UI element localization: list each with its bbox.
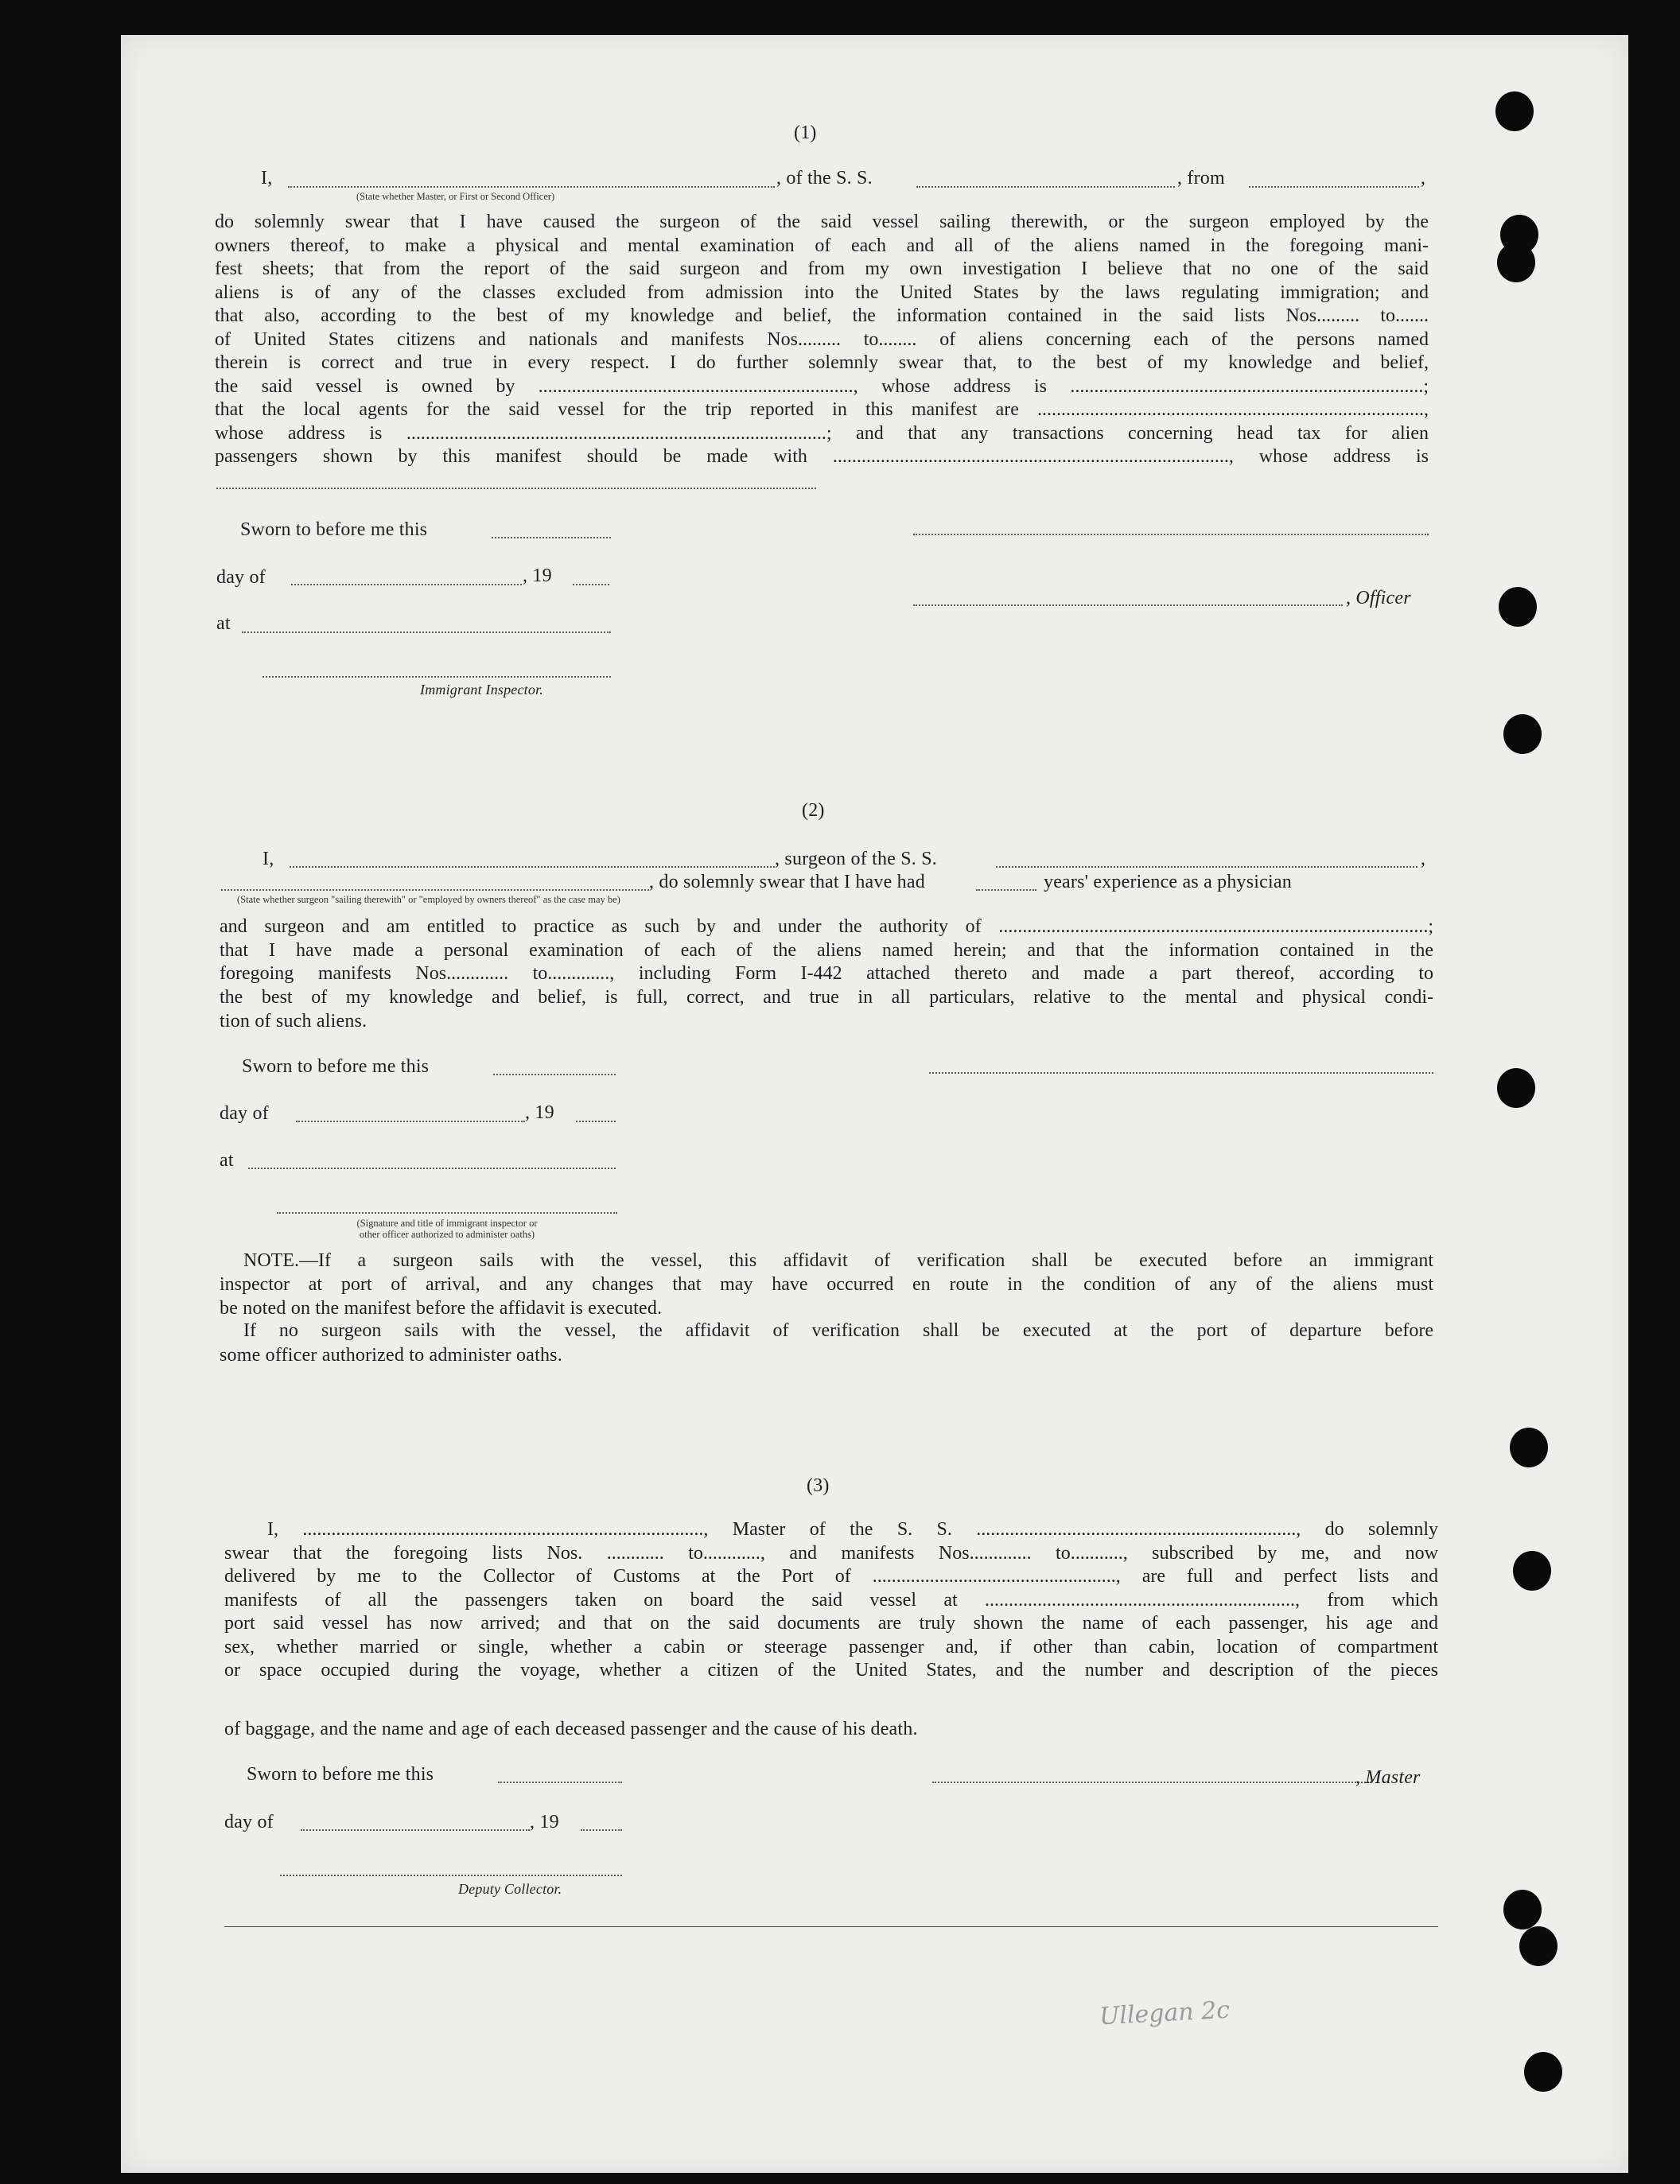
section-2-opening: I, [262, 849, 274, 869]
note-label: NOTE [243, 1250, 294, 1271]
punch-hole [1497, 243, 1535, 282]
collector-label: Deputy Collector. [458, 1881, 562, 1897]
bottom-rule [224, 1926, 1438, 1927]
day-of-blank[interactable] [291, 584, 522, 585]
day-of-label: day of [220, 1103, 269, 1124]
year-blank[interactable] [576, 1121, 616, 1122]
day-of-blank[interactable] [301, 1829, 530, 1831]
oath-line: port said vessel has now arrived; and that on the said documents are truly shown the name of each passenger, his age and [224, 1613, 1438, 1634]
agent-address-blank[interactable] [216, 488, 816, 489]
section-3-oath-body [224, 1518, 1438, 1683]
experience-label: years' experience as a physician [1044, 872, 1292, 892]
day-of-label: day of [216, 567, 266, 588]
year-label: , 19 [525, 1102, 554, 1123]
punch-hole [1503, 714, 1542, 754]
day-of-label: day of [224, 1812, 274, 1832]
oath-line: delivered by me to the Collector of Customs at the Port of ..................................................., are full and perfect lists and [224, 1566, 1438, 1587]
oath-line: passengers shown by this manifest should be made with ..................................................................................., whose address is [215, 446, 1429, 467]
section-2-number: (2) [802, 800, 825, 821]
punch-hole [1510, 1428, 1548, 1467]
oath-line: and surgeon and am entitled to practice as such by and under the authority of ..........................................................................................; [220, 916, 1433, 937]
oath-line: fest sheets; that from the report of the said surgeon and from my own investigation I believe that no one of the said [215, 258, 1429, 279]
surgeon-name-blank[interactable] [290, 866, 775, 868]
master-signature-blank[interactable] [932, 1782, 1371, 1783]
section-3-number: (3) [807, 1475, 830, 1496]
oath-line: foregoing manifests Nos............. to............., including Form I-442 attached thereto and made a part thereof, according to [220, 963, 1433, 984]
from-label: , from [1177, 168, 1225, 188]
punch-hole [1497, 1068, 1535, 1108]
sworn-date-blank[interactable] [492, 537, 611, 538]
signature-caption-line: other officer authorized to administer oaths) [359, 1229, 535, 1240]
at-label: at [216, 613, 231, 634]
section-1-opening: I, [261, 168, 273, 188]
at-label: at [220, 1150, 234, 1171]
sworn-date-blank[interactable] [493, 1074, 616, 1075]
punch-hole [1519, 1926, 1558, 1966]
collector-signature-blank[interactable] [280, 1875, 622, 1876]
line-end-comma: , [1421, 168, 1426, 188]
note-line: inspector at port of arrival, and any changes that may have occurred en route in the condition of any of the aliens must [220, 1273, 1433, 1295]
surgeon-type-blank[interactable] [221, 889, 649, 891]
sworn-date-blank[interactable] [498, 1782, 622, 1783]
note-2-line: If no surgeon sails with the vessel, the affidavit of verification shall be executed at the port of departure before [243, 1320, 1433, 1341]
oath-line: the said vessel is owned by .................................................................., whose address is ..........................................................................; [215, 375, 1429, 397]
note-2-paragraph [243, 1319, 1433, 1343]
oath-line: do solemnly swear that I have caused the surgeon of the said vessel sailing therewith, or the surgeon employed by the [215, 212, 1429, 232]
officer-label: , Officer [1346, 588, 1411, 608]
sworn-label: Sworn to before me this [240, 519, 428, 540]
oath-line: owners thereof, to make a physical and mental examination of each and all of the aliens named in the foregoing mani- [215, 235, 1429, 256]
oath-line: aliens is of any of the classes excluded from admission into the United States by the laws regulating immigration; and [215, 282, 1429, 303]
at-place-blank[interactable] [248, 1168, 616, 1169]
oath-line: that I have made a personal examination of each of the aliens named herein; and that the information contained in the [220, 939, 1433, 961]
master-label: , Master [1355, 1767, 1421, 1788]
oath-last-line: tion of such aliens. [220, 1011, 368, 1032]
ship-name-blank[interactable] [916, 186, 1175, 188]
oath-line: whose address is ........................................................................................; and that any transactions concerning head tax for alien [215, 422, 1429, 444]
surgeon-ship-blank[interactable] [996, 866, 1418, 868]
year-blank[interactable] [573, 584, 609, 585]
pencil-annotation: Ullegan 2c [1099, 1996, 1231, 2031]
oath-line: swear that the foregoing lists Nos. ............ to............, and manifests Nos............. to..........., subscribed by me, and now [224, 1542, 1438, 1564]
year-blank[interactable] [581, 1829, 622, 1831]
inspector-label: Immigrant Inspector. [420, 682, 543, 698]
oath-last-line: of baggage, and the name and age of each deceased passenger and the cause of his death. [224, 1719, 918, 1739]
surgeon-oath-label: , do solemnly swear that I have had [649, 872, 925, 892]
punch-hole [1524, 2052, 1562, 2092]
officer-signature-top-blank[interactable] [913, 534, 1429, 535]
line-end-comma: , [1421, 849, 1426, 869]
oath-line: of United States citizens and nationals and manifests Nos......... to........ of aliens concerning each of the persons named [215, 328, 1429, 350]
punch-hole [1503, 1890, 1542, 1929]
oath-line: I, ...................................................................................., Master of the S. S. ..................................................................., do solemnly [267, 1519, 1438, 1540]
signature-caption [277, 1218, 617, 1240]
year-label: , 19 [530, 1812, 559, 1832]
oath-line: that also, according to the best of my knowledge and belief, the information contained in the said lists Nos......... to....... [215, 305, 1429, 326]
officer-signature-blank[interactable] [913, 604, 1343, 606]
surgeon-signature-blank[interactable] [929, 1072, 1433, 1074]
note-paragraph [220, 1249, 1433, 1296]
years-experience-blank[interactable] [976, 889, 1036, 891]
note-line-1 [220, 1249, 1433, 1273]
note-last-line: be noted on the manifest before the affidavit is executed. [220, 1298, 663, 1319]
sworn-label: Sworn to before me this [242, 1056, 430, 1077]
signature-caption-line: (Signature and title of immigrant inspector or [356, 1218, 538, 1229]
official-signature-blank[interactable] [277, 1212, 617, 1214]
sworn-label: Sworn to before me this [247, 1764, 434, 1785]
oath-line: or space occupied during the voyage, whether a citizen of the United States, and the number and description of the pieces [224, 1660, 1438, 1681]
punch-hole [1495, 91, 1534, 131]
master-name-blank[interactable] [288, 186, 775, 188]
oath-line: therein is correct and true in every respect. I do further solemnly swear that, to the best of my knowledge and belief, [215, 352, 1429, 373]
from-port-blank[interactable] [1249, 186, 1419, 188]
punch-hole [1499, 587, 1537, 627]
section-1-caption: (State whether Master, or First or Second Officer) [356, 191, 555, 202]
oath-line: the best of my knowledge and belief, is full, correct, and true in all particulars, relative to the mental and physical condi- [220, 986, 1433, 1008]
note-text: .—If a surgeon sails with the vessel, this affidavit of verification shall be executed before an immigrant [294, 1250, 1433, 1271]
section-1-oath-body [215, 211, 1429, 469]
day-of-blank[interactable] [296, 1121, 525, 1122]
year-label: , 19 [523, 565, 552, 586]
punch-hole [1513, 1551, 1551, 1591]
section-1-number: (1) [794, 122, 817, 143]
note-2-last-line: some officer authorized to administer oaths. [220, 1345, 562, 1366]
at-place-blank[interactable] [242, 631, 611, 633]
oath-line: manifests of all the passengers taken on board the said vessel at ................................................................., from which [224, 1589, 1438, 1611]
oath-line: that the local agents for the said vessel for the trip reported in this manifest are ................................................................................., [215, 399, 1429, 420]
section-2-caption: (State whether surgeon "sailing therewith" or "employed by owners thereof" as the case may be) [237, 894, 620, 905]
section-2-oath-body [220, 915, 1433, 1009]
surgeon-of-ss-label: , surgeon of the S. S. [775, 849, 937, 869]
oath-line: sex, whether married or single, whether a cabin or steerage passenger and, if other than cabin, location of compartment [224, 1636, 1438, 1657]
of-ss-label: , of the S. S. [776, 168, 873, 188]
document-page [121, 35, 1628, 2173]
